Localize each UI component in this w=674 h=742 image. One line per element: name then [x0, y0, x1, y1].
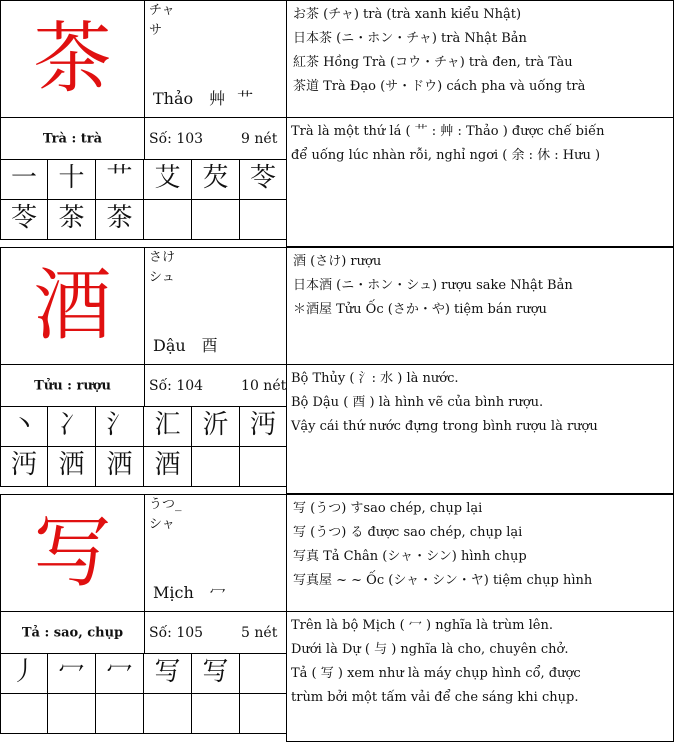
vocab-line: 写真屋 ~ ~ Ốc (シャ・シン・ヤ) tiệm chụp hình: [293, 573, 593, 588]
kanji-cell: [0, 494, 145, 612]
reading-line: サ: [149, 23, 163, 38]
explanation-line: Vậy cái thứ nước đựng trong bình rượu là rượu: [291, 419, 598, 434]
radical-glyph: 冖: [209, 583, 226, 602]
reading-line: さけ: [149, 250, 176, 265]
vocab-cell: [286, 494, 674, 612]
radical-name: Dậu: [153, 336, 186, 355]
vocab-line: ＊酒屋 Tửu Ốc (さか・や) tiệm bán rượu: [293, 302, 547, 317]
vocab-line: 写 (うつ) る được sao chép, chụp lại: [293, 525, 523, 540]
explanation-text: [291, 120, 604, 168]
explanation-line: Trên là bộ Mịch ( 冖 ) nghĩa là trùm lên.: [291, 618, 553, 633]
kanji-number: [149, 625, 277, 641]
count-cell: [144, 117, 287, 160]
kanji-cell: [0, 247, 145, 365]
vocab-line: 酒 (さけ) rượu: [293, 254, 382, 269]
stroke-order-cell: 一: [0, 159, 48, 200]
kanji-number: [149, 131, 277, 147]
stroke-order-cell: 沔: [0, 446, 48, 487]
number-label: Số: 103: [149, 130, 204, 147]
kanji-cell: [0, 0, 145, 118]
stroke-order-cell: 洒: [47, 446, 96, 487]
explanation-cell: [286, 364, 674, 494]
stroke-order-cell: [143, 199, 192, 240]
vocab-line: 写 (うつ) すsao chép, chụp lại: [293, 501, 483, 516]
stroke-count: 9 nét: [241, 130, 278, 147]
stroke-order-cell: [191, 446, 240, 487]
vocab-line: 茶道 Trà Đạo (サ・ドウ) cách pha và uống trà: [293, 79, 586, 94]
number-label: Số: 104: [149, 377, 204, 394]
stroke-order-cell: 冫: [47, 406, 96, 447]
number-label: Số: 105: [149, 624, 204, 641]
stroke-order-cell: [0, 693, 48, 734]
explanation-text: [291, 367, 598, 439]
vocab-cell: [286, 0, 674, 118]
kanji-entry: [0, 494, 674, 742]
kanji-character: 酒: [33, 261, 112, 351]
stroke-order-cell: 十: [47, 159, 96, 200]
stroke-order-cell: [47, 693, 96, 734]
vocab-line: 日本茶 (ニ・ホン・チャ) trà Nhật Bản: [293, 31, 527, 46]
radical-glyph: 艸: [209, 89, 226, 108]
kanji-name: Tả : sao, chụp: [21, 625, 124, 640]
explanation-line: Dưới là Dự ( 与 ) nghĩa là cho, chuyên chở.: [291, 642, 569, 657]
kanji-name: Tửu : rượu: [34, 378, 111, 393]
stroke-order-cell: 沔: [239, 406, 287, 447]
stroke-order-cell: [239, 446, 287, 487]
reading-cell: [144, 494, 287, 612]
stroke-order-cell: 酒: [143, 446, 192, 487]
reading-cell: [144, 247, 287, 365]
stroke-order-cell: 苓: [239, 159, 287, 200]
stroke-order-cell: 冖: [47, 653, 96, 694]
stroke-order-cell: 写: [143, 653, 192, 694]
reading-line: シュ: [149, 270, 175, 285]
radical-info: [153, 580, 226, 603]
explanation-line: Bộ Thủy ( 氵: 水 ) là nước.: [291, 371, 459, 386]
explanation-cell: [286, 611, 674, 742]
stroke-count: 5 nét: [241, 624, 278, 641]
radical-info: [153, 333, 218, 356]
radical-name: Thảo: [153, 89, 194, 108]
stroke-order-cell: [239, 653, 287, 694]
stroke-order-cell: [95, 693, 144, 734]
stroke-order-cell: 氵: [95, 406, 144, 447]
kanji-entry: [0, 247, 674, 494]
kanji-name: Trà : trà: [42, 131, 103, 146]
stroke-order-cell: 汇: [143, 406, 192, 447]
stroke-order-cell: 丶: [0, 406, 48, 447]
explanation-line: Tả ( 写 ) xem như là máy chụp hình cổ, được: [291, 666, 581, 681]
vocab-list: [293, 250, 573, 322]
explanation-cell: [286, 117, 674, 247]
vocab-line: 紅茶 Hồng Trà (コウ・チャ) trà đen, trà Tàu: [293, 55, 573, 70]
vocab-list: [293, 3, 585, 99]
kanji-entry: [0, 0, 674, 247]
stroke-order-cell: [143, 693, 192, 734]
stroke-order-cell: [191, 199, 240, 240]
stroke-order-cell: 艹: [95, 159, 144, 200]
explanation-line: Bộ Dậu ( 酉 ) là hình vẽ của bình rượu.: [291, 395, 544, 410]
name-cell: [0, 117, 145, 160]
radical-name: Mịch: [153, 583, 194, 602]
stroke-count: 10 nét: [241, 377, 287, 394]
stroke-order-cell: 苓: [0, 199, 48, 240]
name-cell: [0, 364, 145, 407]
kanji-character: 写: [33, 508, 112, 598]
stroke-order-cell: [239, 693, 287, 734]
stroke-order-cell: 艾: [143, 159, 192, 200]
reading-line: シャ: [149, 517, 175, 532]
vocab-cell: [286, 247, 674, 365]
stroke-order-cell: 写: [191, 653, 240, 694]
explanation-text: [291, 614, 581, 710]
kanji-number: [149, 378, 286, 394]
radical-glyph: 酉: [201, 336, 218, 355]
name-cell: [0, 611, 145, 654]
stroke-order-cell: 冖: [95, 653, 144, 694]
reading-line: チャ: [149, 3, 175, 18]
vocab-line: 写真 Tả Chân (シャ・シン) hình chụp: [293, 549, 527, 564]
stroke-order-cell: 洒: [95, 446, 144, 487]
kanji-character: 茶: [33, 14, 112, 104]
explanation-line: trùm bởi một tấm vải để che sáng khi chụp.: [291, 690, 579, 705]
vocab-line: 日本酒 (ニ・ホン・シュ) rượu sake Nhật Bản: [293, 278, 573, 293]
stroke-order-cell: 茶: [95, 199, 144, 240]
count-cell: [144, 364, 287, 407]
stroke-order-cell: 茶: [47, 199, 96, 240]
vocab-list: [293, 497, 592, 593]
stroke-order-cell: 芡: [191, 159, 240, 200]
stroke-order-cell: [239, 199, 287, 240]
explanation-line: để uống lúc nhàn rỗi, nghỉ ngơi ( 余 : 休 : Hưu ): [291, 148, 601, 163]
reading-line: うつ_: [149, 497, 182, 512]
stroke-order-cell: [191, 693, 240, 734]
stroke-order-cell: 丿: [0, 653, 48, 694]
count-cell: [144, 611, 287, 654]
explanation-line: Trà là một thứ lá ( 艹 : 艸 : Thảo ) được chế biến: [291, 124, 605, 139]
radical-info: [153, 86, 253, 109]
reading-cell: [144, 0, 287, 118]
stroke-order-cell: 沂: [191, 406, 240, 447]
radical-glyph: 艹: [237, 89, 254, 108]
vocab-line: お茶 (チャ) trà (trà xanh kiểu Nhật): [293, 7, 522, 22]
